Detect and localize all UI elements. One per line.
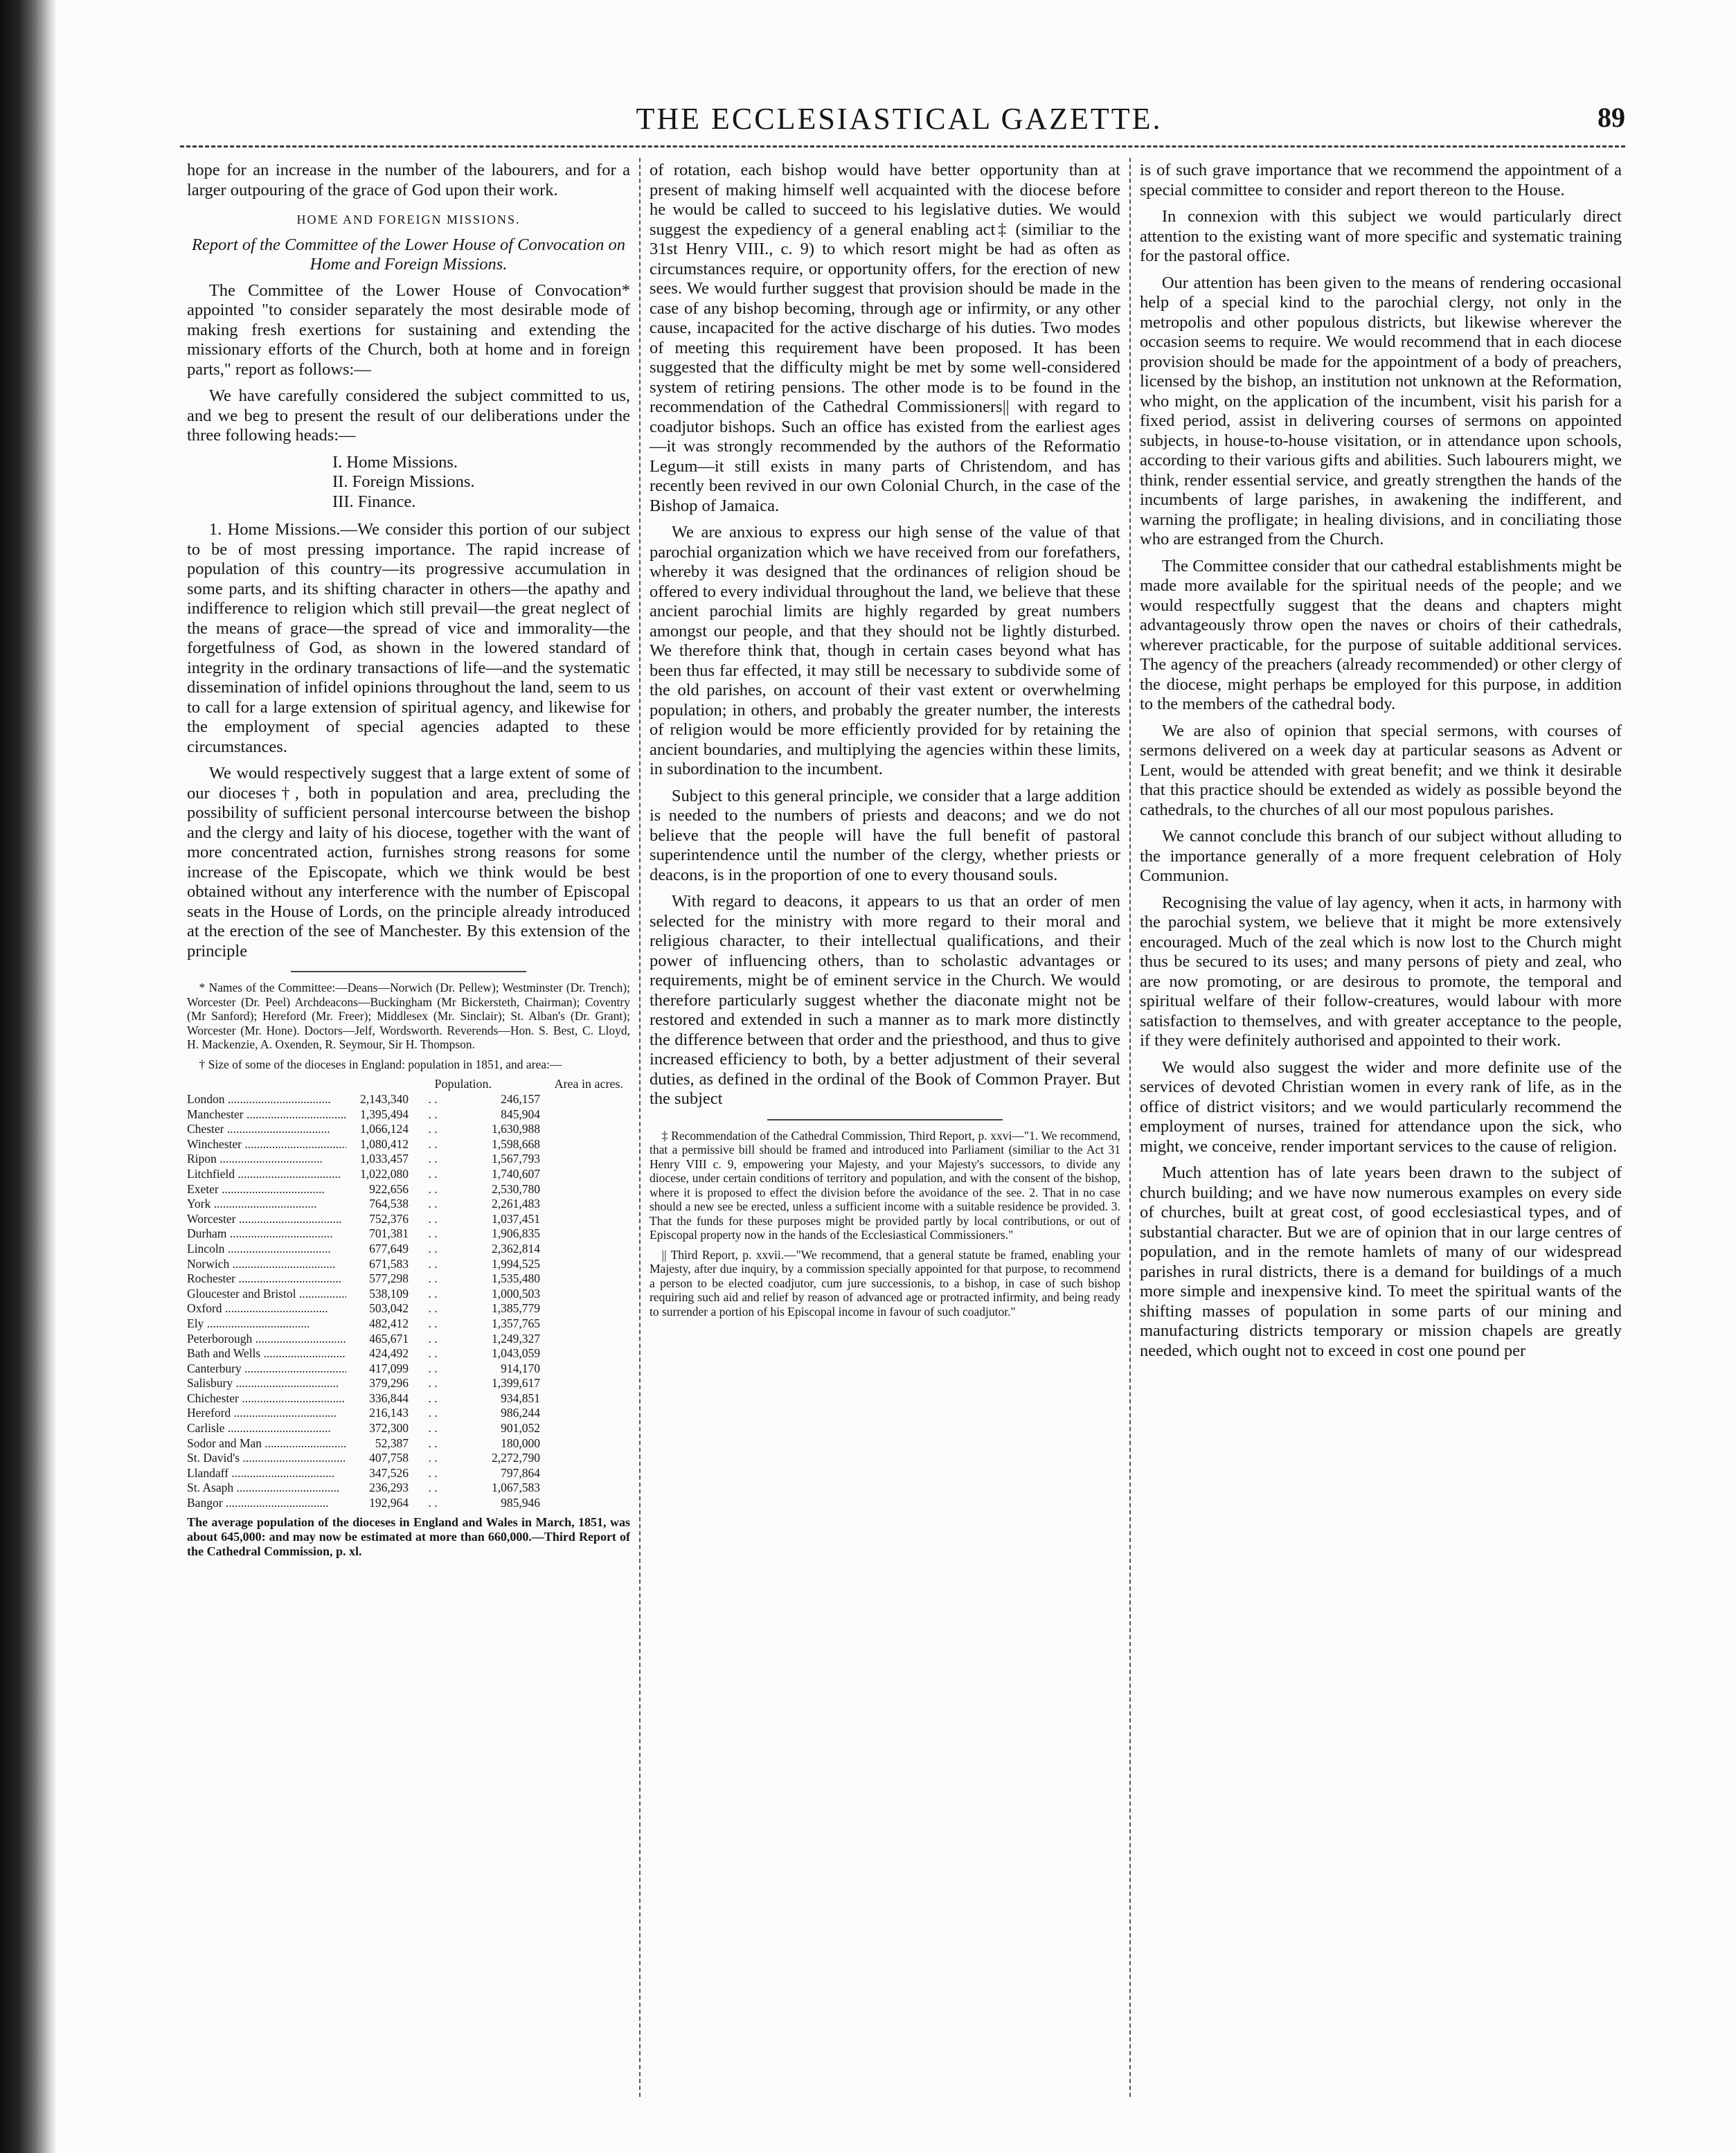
header-rule (180, 145, 1625, 148)
stats-diocese-name: Peterborough ..... (187, 1332, 346, 1347)
column-right (1140, 161, 1622, 1368)
page-binding-edge (0, 0, 57, 2153)
stats-leader: . . (428, 1197, 438, 1211)
stats-header-cell (187, 1077, 395, 1091)
stats-area: 1,000,503 (492, 1286, 540, 1301)
stats-row (187, 1466, 630, 1481)
stats-population: 503,042 (369, 1301, 409, 1316)
paragraph: We would also suggest the wider and more definite use of the services of devoted Christian women in every rank of life, as in the office of district visitors; and we would particularly recommend the employment of nurses, trained for attendance upon the sick, who might, we conceive, render important services to the cause of religion. (1140, 1057, 1622, 1156)
stats-population: 764,538 (369, 1197, 409, 1211)
stats-row (187, 1092, 630, 1107)
stats-leader: . . (428, 1436, 438, 1450)
stats-row (187, 1197, 630, 1212)
stats-population: 379,296 (369, 1376, 409, 1391)
stats-row (187, 1212, 630, 1227)
stats-diocese-name: Bangor ..... (187, 1496, 346, 1511)
footnote-third-report: || Third Report, p. xxvii.—"We recommend, that a general statute be framed, enabling your Majesty, after due inquiry, by a commission specially appointed for that purpose, to recommend a person to be elected coadjutor, cum jure successionis, to a bishop, in case of such bishop requiring such aid and relief by reason of advanced age or protracted infirmity, and being ready to surrender a portion of his Episcopal income in favour of such coadjutor." (650, 1247, 1120, 1319)
stats-leader: . . (428, 1421, 438, 1436)
stats-table (187, 1092, 630, 1511)
stats-population: 52,387 (375, 1436, 409, 1450)
stats-row (187, 1137, 630, 1152)
stats-row (187, 1152, 630, 1167)
stats-row (187, 1301, 630, 1316)
stats-area: 246,157 (501, 1092, 540, 1106)
stats-leader: . . (428, 1376, 438, 1391)
stats-population: 192,964 (369, 1496, 409, 1510)
stats-row (187, 1376, 630, 1391)
stats-diocese-name: Ripon ..... (187, 1152, 346, 1167)
stats-area: 1,994,525 (492, 1256, 540, 1271)
paragraph: In connexion with this subject we would particularly direct attention to the existing want of more specific and systematic training for the pastoral office. (1140, 207, 1622, 265)
stats-row (187, 1481, 630, 1496)
paragraph: We have carefully considered the subject committed to us, and we beg to present the result of our deliberations under the three following heads:— (187, 386, 630, 445)
stats-population: 465,671 (369, 1331, 409, 1346)
stats-area: 1,598,668 (492, 1136, 540, 1151)
stats-diocese-name: York ..... (187, 1197, 346, 1212)
stats-population: 2,143,340 (360, 1092, 409, 1106)
stats-diocese-name: Lincoln ..... (187, 1242, 346, 1257)
column-left (187, 161, 630, 1559)
stats-leader: . . (428, 1451, 438, 1465)
stats-area: 1,906,835 (492, 1226, 540, 1241)
stats-note: The average population of the dioceses in England and Wales in March, 1851, was about 645,000: and may now be estimated at more than 660,000.—Third Report of the Cathedral Commission, p. xl. (187, 1515, 630, 1558)
paragraph: The Committee consider that our cathedral establishments might be made more available for the spiritual needs of the people; and we would respectfully suggest that the deans and chapters might advantageously throw open the naves or choirs of their cathedrals, wherever practicable, for the purpose of suitable additional services. The agency of the preachers (already recommended) or other clergy of the diocese, might perhaps be employed for this purpose, in addition to the members of the cathedral body. (1140, 556, 1622, 713)
stats-population: 701,381 (369, 1226, 409, 1241)
stats-diocese-name: Winchester ..... (187, 1137, 346, 1152)
stats-area: 1,740,607 (492, 1166, 540, 1181)
stats-row (187, 1242, 630, 1257)
stats-row (187, 1122, 630, 1137)
stats-area: 1,067,583 (492, 1481, 540, 1495)
stats-area: 2,530,780 (492, 1181, 540, 1196)
stats-area: 1,567,793 (492, 1152, 540, 1166)
stats-area: 1,630,988 (492, 1122, 540, 1136)
stats-diocese-name: Salisbury ..... (187, 1376, 346, 1391)
column-divider (639, 158, 641, 2097)
section-heading: HOME AND FOREIGN MISSIONS. (296, 213, 521, 226)
paragraph: We are anxious to express our high sense of the value of that parochial organization which we have received from our forefathers, whereby it was designed that the ordinances of religion shoud be offered to every individual throughout the land, we believe that these ancient parochial limits are highly regarded by great numbers amongst our people, and that they should not be lightly disturbed. We therefore think that, though in certain cases beyond what has been thus far effected, it may still be necessary to subdivide some of the old parishes, on account of their vast extent or overwhelming population; in others, and probably the greater number, the interests of religion would be more efficiently provided for by retaining the ancient boundaries, and multiplying the agencies within these limits, in subordination to the incumbent. (650, 523, 1120, 778)
stats-population: 1,022,080 (360, 1166, 409, 1181)
stats-leader: . . (428, 1346, 438, 1361)
stats-row (187, 1436, 630, 1451)
footnote-committee: * Names of the Committee:—Deans—Norwich (Dr. Pellew); Westminster (Dr. Trench); Worcester (Dr. Peel) Archdeacons—Buckingham (Mr Bickersteth, Chairman); Coventry (Mr Sanford); Hereford (Mr. Freer); Middlesex (Mr. Sinclair); St. Alban's (Dr. Grant); Worcester (Mr. Hone). Doctors—Jelf, Wordsworth. Reverends—Hon. S. Best, C. Lloyd, H. Mackenzie, A. Oxenden, R. Seymour, Sir H. Thompson. (187, 981, 630, 1051)
stats-area: 901,052 (501, 1421, 540, 1436)
stats-diocese-name: Gloucester and Bristol ..... (187, 1287, 346, 1302)
stats-leader: . . (428, 1361, 438, 1375)
stats-diocese-name: Norwich ..... (187, 1257, 346, 1272)
stats-diocese-name: Sodor and Man ..... (187, 1436, 346, 1451)
stats-diocese-name: Chichester ..... (187, 1391, 346, 1406)
stats-row (187, 1361, 630, 1377)
stats-area: 1,535,480 (492, 1271, 540, 1286)
stats-row (187, 1107, 630, 1123)
stats-area: 934,851 (501, 1391, 540, 1405)
footnote-rule (767, 1119, 1003, 1120)
stats-population: 407,758 (369, 1451, 409, 1465)
stats-area: 797,864 (501, 1465, 540, 1480)
stats-diocese-name: Worcester ..... (187, 1212, 346, 1227)
stats-header-cell: Population. (434, 1077, 492, 1091)
heads-item: II. Foreign Missions. (332, 472, 475, 491)
stats-diocese-name: Hereford ..... (187, 1406, 346, 1421)
stats-population: 236,293 (369, 1481, 409, 1495)
heads-item: I. Home Missions. (332, 452, 458, 472)
stats-row (187, 1406, 630, 1421)
stats-area: 1,249,327 (492, 1331, 540, 1346)
paragraph: of rotation, each bishop would have better opportunity than at present of making himself well acquainted with the diocese before he would be called to succeed to his legislative duties. We would suggest the expediency of a general enabling act‡ (similiar to the 31st Henry VIII., c. 9) to which resort might be had as often as circumstances require, or opportunity offers, for the erection of new sees. We would further suggest that provision should be made in the case of any bishop becoming, through age or infirmity, or any other cause, incapacited for the active discharge of his duties. Two modes of meeting this requirement have been proposed. It has been suggested that the difficulty might be met by some well-considered system of retiring pensions. The other mode is to be found in the recommendation of the Cathedral Commissioners|| with regard to coadjutor bishops. Such an office has existed from the earliest ages—it was strongly recommended by the authors of the Reformatio Legum—it still exists in many parts of Christendom, and has recently been revived in our own Colonial Church, in the case of the Bishop of Jamaica. (650, 161, 1120, 515)
paragraph: Recognising the value of lay agency, when it acts, in harmony with the parochial system, we believe that it might be more extensively encouraged. Much of the zeal which is now lost to the Church might thus be secured to its uses; and many persons of piety and zeal, who are now promoting, or are desirous to promote, the temporal and spiritual welfare of their follow-creatures, would labour with more satisfaction to themselves, and with greater acceptance to the people, if they were definitely authorised and appointed to their work. (1140, 893, 1622, 1050)
stats-population: 671,583 (369, 1256, 409, 1271)
stats-leader: . . (428, 1316, 438, 1330)
stats-population: 922,656 (369, 1181, 409, 1196)
stats-diocese-name: Canterbury ..... (187, 1361, 346, 1377)
stats-row (187, 1332, 630, 1347)
stats-leader: . . (428, 1211, 438, 1226)
stats-diocese-name: Durham ..... (187, 1226, 346, 1242)
stats-diocese-name: Oxford ..... (187, 1301, 346, 1316)
stats-diocese-name: Bath and Wells ..... (187, 1346, 346, 1361)
page-number: 89 (1598, 102, 1625, 133)
stats-diocese-name: Ely ..... (187, 1316, 346, 1332)
report-title: Report of the Committee of the Lower House of Convocation on Home and Foreign Missions. (191, 235, 626, 274)
stats-diocese-name: Litchfield ..... (187, 1167, 346, 1182)
paragraph: hope for an increase in the number of the labourers, and for a larger outpouring of the grace of God upon their work. (187, 161, 630, 199)
stats-leader: . . (428, 1331, 438, 1346)
stats-population: 347,526 (369, 1465, 409, 1480)
stats-leader: . . (428, 1241, 438, 1256)
stats-area: 1,385,779 (492, 1301, 540, 1316)
stats-area: 985,946 (501, 1496, 540, 1510)
stats-row (187, 1167, 630, 1182)
stats-leader: . . (428, 1166, 438, 1181)
paragraph: 1. Home Missions.—We consider this portion of our subject to be of most pressing importance. The rapid increase of population of this country—its progressive accumulation in some parts, and its shifting character in others—the apathy and indifference to religion which still prevail—the great neglect of the means of grace—the spread of vice and immorality—the forgetfulness of God, as shown in the lowered standard of integrity in the ordinary transactions of life—and the systematic dissemination of infidel opinions throughout the land, seem to us to call for a large extension of spiritual agency, and likewise for the employment of special agencies adapted to these circumstances. (187, 520, 630, 756)
paragraph: Much attention has of late years been drawn to the subject of church building; and we have now numerous examples on every side of churches, built at great cost, of good ecclesiastical types, and of substantial character. But we are of opinion that in our large centres of population, and in the remote hamlets of many of our widespread parishes in rural districts, there is a demand for buildings of a much more simple and inexpensive kind. To meet the spiritual wants of the shifting masses of population in some parts of our mining and manufacturing districts temporary or mission chapels are greatly needed, which ought not to exceed in cost one pound per (1140, 1163, 1622, 1360)
stats-population: 417,099 (369, 1361, 409, 1375)
stats-population: 372,300 (369, 1421, 409, 1436)
stats-diocese-name: Llandaff ..... (187, 1466, 346, 1481)
heads-item: III. Finance. (332, 492, 416, 511)
stats-row (187, 1287, 630, 1302)
stats-population: 336,844 (369, 1391, 409, 1405)
stats-row (187, 1316, 630, 1332)
stats-leader: . . (428, 1107, 438, 1121)
running-title: THE ECCLESIASTICAL GAZETTE. (636, 102, 1163, 136)
stats-diocese-name: St. David's ..... (187, 1451, 346, 1466)
stats-leader: . . (428, 1301, 438, 1316)
paragraph: is of such grave importance that we recommend the appointment of a special committee to consider and report thereon to the House. (1140, 161, 1622, 199)
stats-leader: . . (428, 1271, 438, 1286)
stats-area: 1,043,059 (492, 1346, 540, 1361)
stats-area: 2,362,814 (492, 1241, 540, 1256)
footnote-dioceses: † Size of some of the dioceses in England: population in 1851, and area:— (199, 1057, 562, 1071)
stats-row (187, 1421, 630, 1436)
paragraph: We are also of opinion that special sermons, with courses of sermons delivered on a week day at particular seasons as Advent or Lent, would be attended with great benefit; and we think it desirable that this practice should be extended as widely as possible beyond the cathedrals, to the churches of all our most populous parishes. (1140, 721, 1622, 819)
stats-table-header (187, 1077, 630, 1091)
stats-area: 180,000 (501, 1436, 540, 1450)
stats-leader: . . (428, 1181, 438, 1196)
stats-diocese-name: St. Asaph ..... (187, 1481, 346, 1496)
stats-diocese-name: Chester ..... (187, 1122, 346, 1137)
footnote-rule (291, 971, 526, 972)
stats-population: 752,376 (369, 1211, 409, 1226)
stats-row (187, 1451, 630, 1466)
stats-area: 914,170 (501, 1361, 540, 1375)
stats-row (187, 1496, 630, 1511)
paragraph: With regard to deacons, it appears to us that an order of men selected for the ministry with more regard to their moral and religious character, to their intellectual qualifications, and their power of influencing others, than to scholastic advantages or requirements, might be of eminent service in the Church. We would therefore particularly suggest whether the diaconate might not be restored and extended in such a manner as to mark more distinctly the difference between that order and the priesthood, and thus to give increased efficiency to both, by a better adjustment of their several duties, as defined in the ordinal of the Book of Common Prayer. But the subject (650, 892, 1120, 1108)
stats-leader: . . (428, 1256, 438, 1271)
page-header (173, 101, 1625, 143)
stats-row (187, 1182, 630, 1197)
stats-leader: . . (428, 1152, 438, 1166)
stats-row (187, 1391, 630, 1406)
stats-area: 986,244 (501, 1406, 540, 1420)
stats-leader: . . (428, 1481, 438, 1495)
stats-area: 2,261,483 (492, 1197, 540, 1211)
footnote-cathedral-commission: ‡ Recommendation of the Cathedral Commission, Third Report, p. xxvi—"1. We recommend, that a permissive bill should be framed and introduced into Parliament (similiar to the Act 31 Henry VIII c. 9, empowering your Majesty, and your Majesty's successors, to divide any diocese, under certain conditions of territory and population, and with the consent of the bishop, where it is proposed to effect the division before the avoidance of the see. 2. That in no case should a new see be erected, unless a sufficient income with a suitable residence be provided. 3. That the funds for these purposes might be provided partly by local contributions, or out of Episcopal property now in the hands of the Ecclesiastical Commissioners." (650, 1128, 1120, 1242)
paragraph: We would respectively suggest that a large extent of some of our dioceses†, both in population and area, precluding the possibility of sufficient personal intercourse between the bishop and the clergy and laity of his diocese, together with the want of more concentrated action, furnishes strong reasons for some increase of the Episcopate, which we think would be best obtained without any interference with the number of Episcopal seats in the House of Lords, on the principle already introduced at the erection of the see of Manchester. By this extension of the principle (187, 764, 630, 961)
paragraph: Subject to this general principle, we consider that a large addition is needed to the numbers of priests and deacons; and we do not believe that the people will have the full benefit of pastoral superintendence until the number of the clergy, whether priests or deacons, is in the proportion of one to every thousand souls. (650, 786, 1120, 884)
stats-population: 1,033,457 (360, 1152, 409, 1166)
stats-leader: . . (428, 1136, 438, 1151)
stats-row (187, 1346, 630, 1361)
stats-leader: . . (428, 1391, 438, 1405)
stats-leader: . . (428, 1122, 438, 1136)
stats-population: 577,298 (369, 1271, 409, 1286)
stats-row (187, 1226, 630, 1242)
stats-leader: . . (428, 1465, 438, 1480)
stats-diocese-name: Rochester ..... (187, 1271, 346, 1287)
stats-population: 482,412 (369, 1316, 409, 1330)
stats-leader: . . (428, 1406, 438, 1420)
stats-area: 1,399,617 (492, 1376, 540, 1391)
stats-population: 677,649 (369, 1241, 409, 1256)
column-middle (650, 161, 1120, 1324)
stats-population: 1,395,494 (360, 1107, 409, 1121)
stats-row (187, 1257, 630, 1272)
paragraph: The Committee of the Lower House of Convocation* appointed "to consider separately the most desirable mode of making fresh exertions for sustaining and extending the missionary efforts of the Church, both at home and in foreign parts," report as follows:— (187, 280, 630, 379)
stats-diocese-name: London ..... (187, 1092, 346, 1107)
stats-area: 1,357,765 (492, 1316, 540, 1330)
stats-leader: . . (428, 1286, 438, 1301)
heads-list (187, 453, 630, 512)
stats-row (187, 1271, 630, 1287)
stats-population: 216,143 (369, 1406, 409, 1420)
paragraph: Our attention has been given to the means of rendering occasional help of a special kind to the parochial clergy, not only in the metropolis and other populous districts, but likewise wherever the occasion seems to require. We would recommend that in each diocese provision should be made for the appointment of a body of preachers, licensed by the bishop, an institution not unknown at the Reformation, who might, on the application of the incumbent, visit his parish for a fixed period, assist in delivering courses of sermons on appointed subjects, in house-to-house visitation, or in attendance upon schools, according to their various gifts and abilities. Such labourers might, we think, render essential service, and greatly strengthen the hands of the incumbents of large parishes, in awakening the indifferent, and warning the profligate; in healing divisions, and in conciliating those who are estranged from the Church. (1140, 273, 1622, 548)
stats-leader: . . (428, 1092, 438, 1106)
stats-area: 845,904 (501, 1107, 540, 1121)
stats-population: 424,492 (369, 1346, 409, 1361)
paragraph: We cannot conclude this branch of our subject without alluding to the importance generally of a more frequent celebration of Holy Communion. (1140, 827, 1622, 885)
stats-area: 2,272,790 (492, 1451, 540, 1465)
stats-population: 1,080,412 (360, 1136, 409, 1151)
stats-area: 1,037,451 (492, 1211, 540, 1226)
stats-leader: . . (428, 1496, 438, 1510)
stats-population: 538,109 (369, 1286, 409, 1301)
column-divider (1129, 158, 1131, 2097)
stats-population: 1,066,124 (360, 1122, 409, 1136)
stats-diocese-name: Carlisle ..... (187, 1421, 346, 1436)
stats-leader: . . (428, 1226, 438, 1241)
stats-diocese-name: Manchester ..... (187, 1107, 346, 1123)
stats-header-cell: Area in acres. (554, 1077, 623, 1091)
stats-diocese-name: Exeter ..... (187, 1182, 346, 1197)
